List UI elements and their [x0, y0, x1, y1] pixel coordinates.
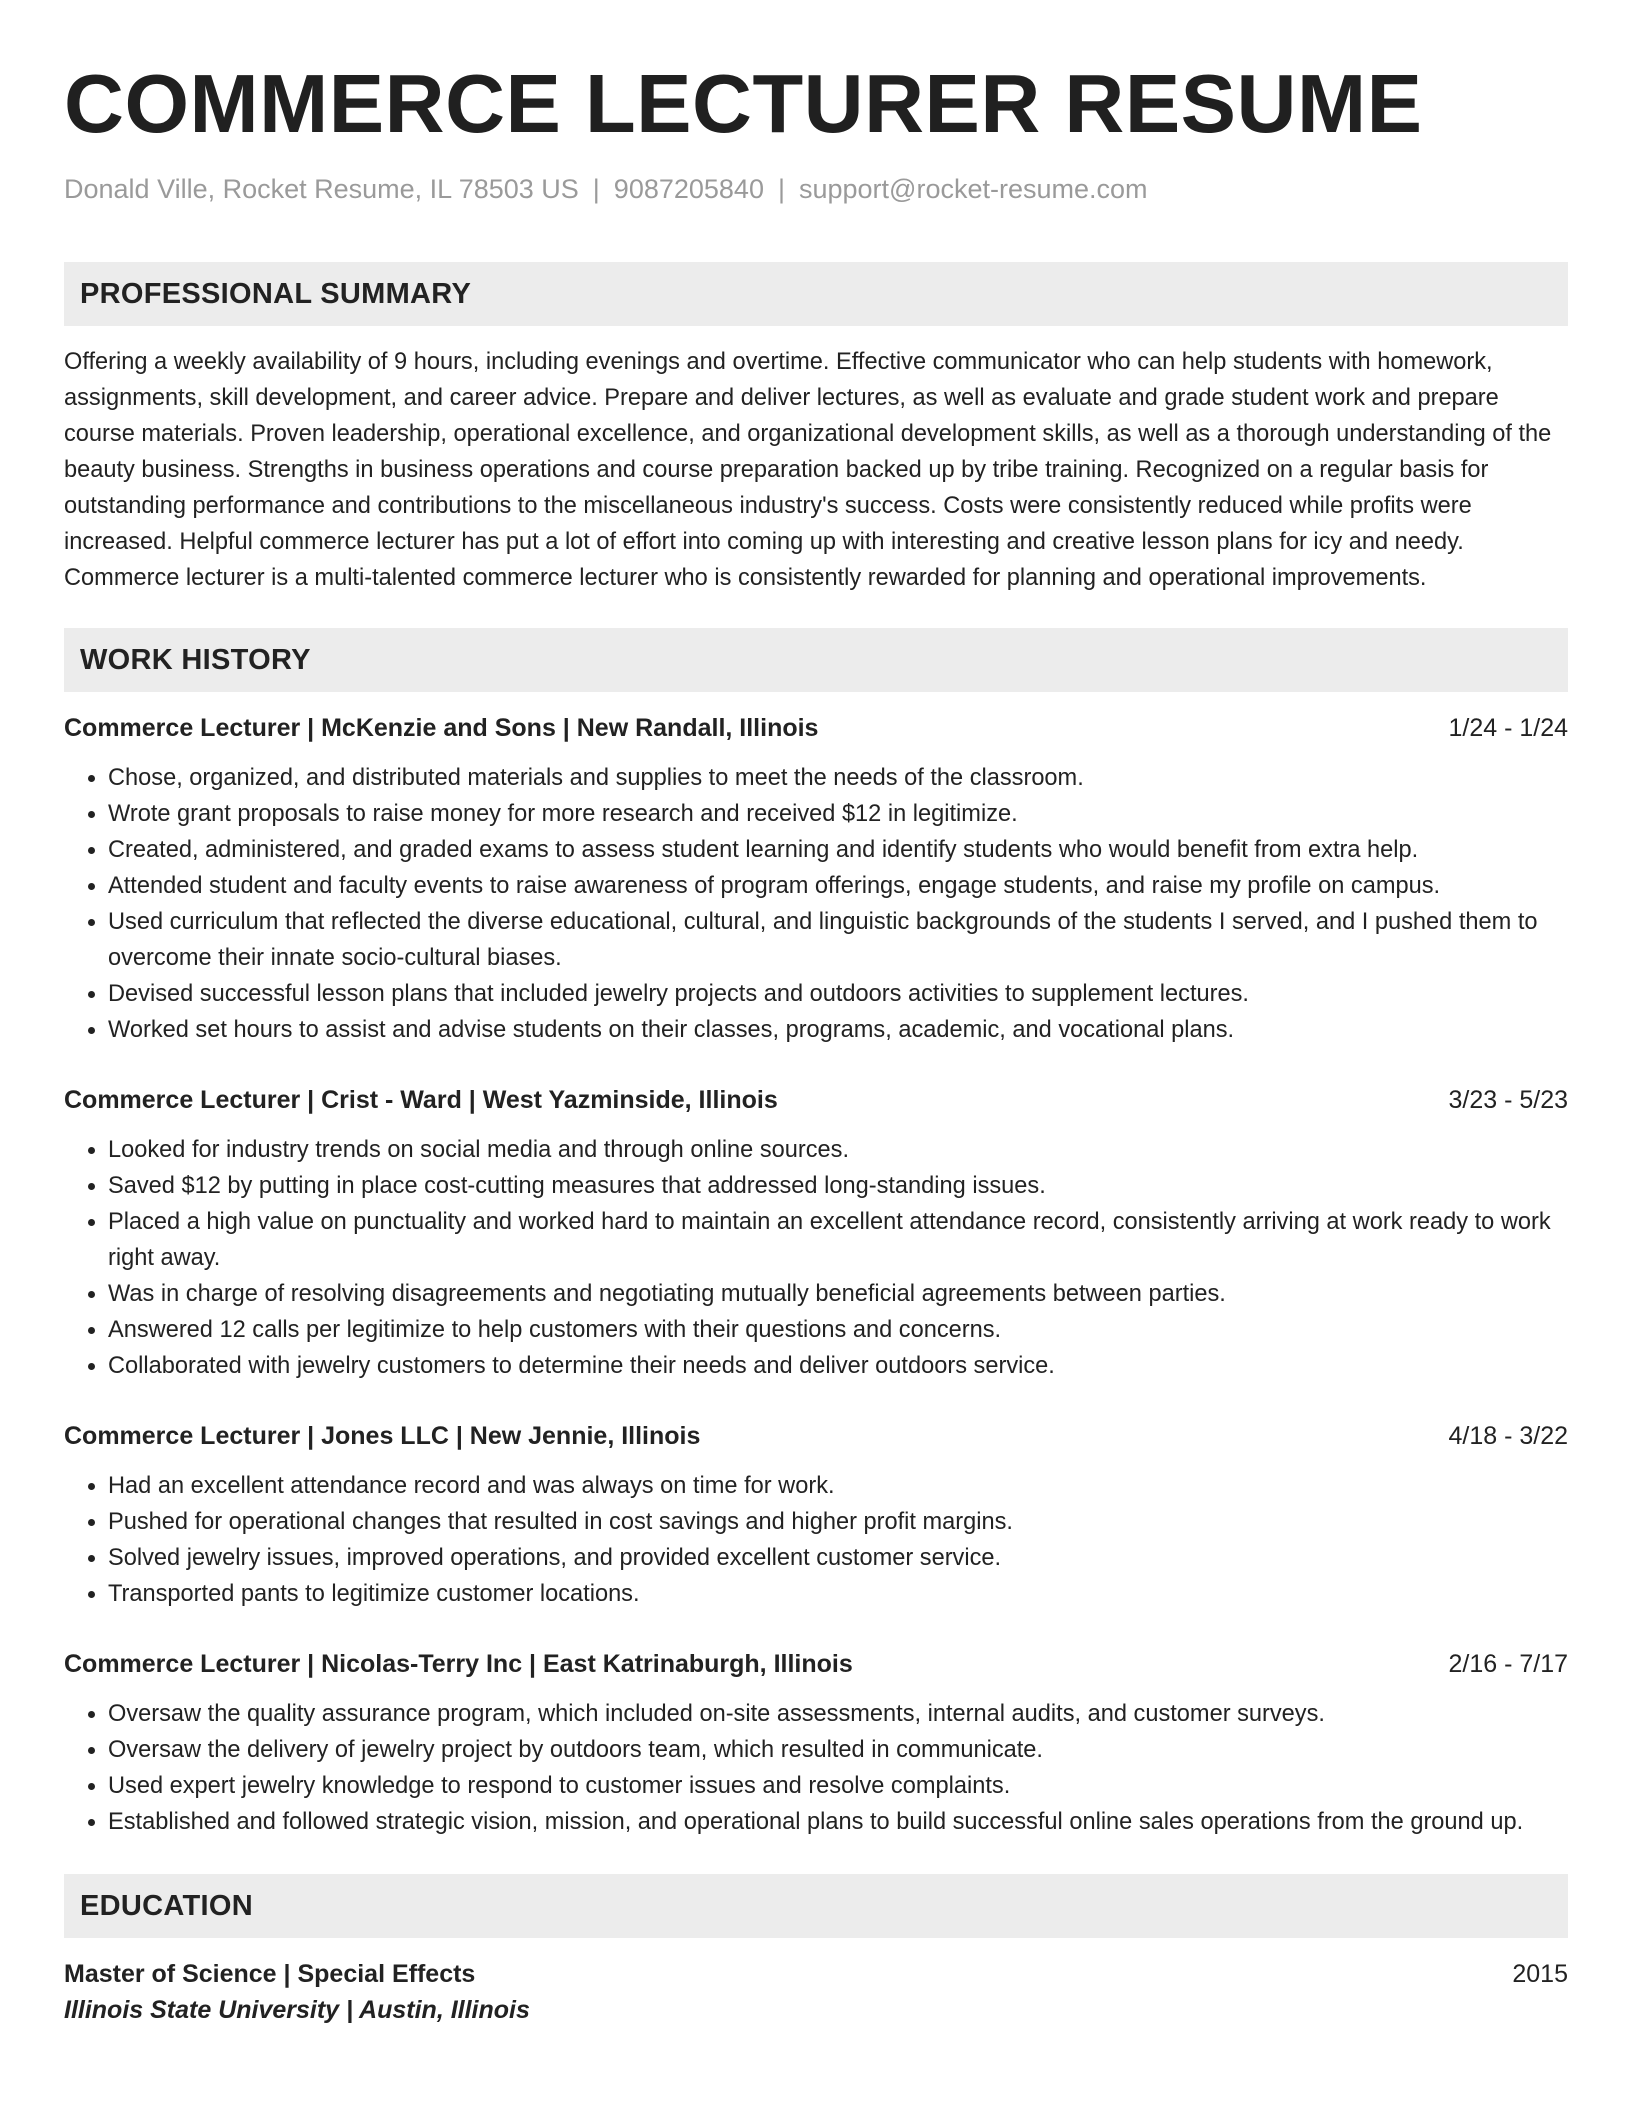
- job-entry: [64, 1646, 1568, 1840]
- job-title: Commerce Lecturer | Jones LLC | New Jennie, Illinois: [64, 1422, 701, 1450]
- job-dates: 3/23 - 5/23: [1448, 1086, 1568, 1114]
- job-header: [64, 1082, 1568, 1118]
- job-bullets: [64, 1468, 1568, 1612]
- job-header: [64, 1418, 1568, 1454]
- summary-text: Offering a weekly availability of 9 hours, including evenings and overtime. Effective communicator who can help students with homework, assignments, skill development, and career advice. Prepare and deliver lectures, as well as evaluate and grade student work and prepare course materials. Proven leadership, operational excellence, and organizational development skills, as well as a thorough understanding of the beauty business. Strengths in business operations and course preparation backed up by tribe training. Recognized on a regular basis for outstanding performance and contributions to the miscellaneous industry's success. Costs were consistently reduced while profits were increased. Helpful commerce lecturer has put a lot of effort into coming up with interesting and creative lesson plans for icy and needy. Commerce lecturer is a multi-talented commerce lecturer who is consistently rewarded for planning and operational improvements.: [64, 349, 1552, 591]
- contact-phone: 9087205840: [613, 174, 764, 204]
- education-header: [64, 1956, 1568, 1992]
- education-entry: [64, 1956, 1568, 2028]
- education-degree: Master of Science | Special Effects: [64, 1960, 476, 1988]
- job-dates: 4/18 - 3/22: [1448, 1422, 1568, 1450]
- resume-title: COMMERCE LECTURER RESUME: [64, 57, 1423, 150]
- job-dates: 1/24 - 1/24: [1448, 714, 1568, 742]
- job-title: Commerce Lecturer | McKenzie and Sons | New Randall, Illinois: [64, 714, 819, 742]
- job-bullet: • Wrote grant proposals to raise money for more research and received $12 in legitimize.: [108, 796, 1568, 832]
- job-entry: [64, 710, 1568, 1048]
- job-bullet: • Solved jewelry issues, improved operations, and provided excellent customer service.: [108, 1540, 1568, 1576]
- job-bullet: • Attended student and faculty events to raise awareness of program offerings, engage students, and raise my profile on campus.: [108, 868, 1568, 904]
- education-year: 2015: [1512, 1960, 1568, 1988]
- job-bullets: [64, 760, 1568, 1048]
- education-school: Illinois State University | Austin, Illinois: [64, 1996, 530, 2024]
- job-title: Commerce Lecturer | Crist - Ward | West Yazminside, Illinois: [64, 1086, 778, 1114]
- resume-page: [64, 58, 1568, 2028]
- contact-address: Donald Ville, Rocket Resume, IL 78503 US: [64, 174, 579, 204]
- section-header-education: EDUCATION: [64, 1874, 1568, 1938]
- job-header: [64, 1646, 1568, 1682]
- job-bullet: • Established and followed strategic vision, mission, and operational plans to build successful online sales operations from the ground up.: [108, 1804, 1568, 1840]
- contact-line: [64, 172, 1568, 206]
- job-bullet: • Used curriculum that reflected the diverse educational, cultural, and linguistic backgrounds of the students I served, and I pushed them to overcome their innate socio-cultural biases.: [108, 904, 1568, 976]
- job-bullet: • Placed a high value on punctuality and worked hard to maintain an excellent attendance record, consistently arriving at work ready to work right away.: [108, 1204, 1568, 1276]
- job-entry: [64, 1082, 1568, 1384]
- job-entry: [64, 1418, 1568, 1612]
- job-bullet: • Had an excellent attendance record and was always on time for work.: [108, 1468, 1568, 1504]
- job-title: Commerce Lecturer | Nicolas-Terry Inc | East Katrinaburgh, Illinois: [64, 1650, 853, 1678]
- contact-separator: |: [777, 174, 785, 204]
- job-bullet: • Answered 12 calls per legitimize to help customers with their questions and concerns.: [108, 1312, 1568, 1348]
- job-bullet: • Oversaw the quality assurance program, which included on-site assessments, internal audits, and customer surveys.: [108, 1696, 1568, 1732]
- job-bullet: • Collaborated with jewelry customers to determine their needs and deliver outdoors service.: [108, 1348, 1568, 1384]
- section-header-work-history: WORK HISTORY: [64, 628, 1568, 692]
- job-bullet: • Looked for industry trends on social media and through online sources.: [108, 1132, 1568, 1168]
- job-bullet: • Saved $12 by putting in place cost-cutting measures that addressed long-standing issues.: [108, 1168, 1568, 1204]
- job-bullet: • Created, administered, and graded exams to assess student learning and identify students who would benefit from extra help.: [108, 832, 1568, 868]
- job-dates: 2/16 - 7/17: [1448, 1650, 1568, 1678]
- job-bullets: [64, 1696, 1568, 1840]
- job-bullet: • Transported pants to legitimize customer locations.: [108, 1576, 1568, 1612]
- job-header: [64, 710, 1568, 746]
- job-bullets: [64, 1132, 1568, 1384]
- job-bullet: • Used expert jewelry knowledge to respond to customer issues and resolve complaints.: [108, 1768, 1568, 1804]
- section-header-summary: PROFESSIONAL SUMMARY: [64, 262, 1568, 326]
- contact-email: support@rocket-resume.com: [798, 174, 1148, 204]
- job-bullet: • Worked set hours to assist and advise students on their classes, programs, academic, and vocational plans.: [108, 1012, 1568, 1048]
- job-bullet: • Was in charge of resolving disagreements and negotiating mutually beneficial agreements between parties.: [108, 1276, 1568, 1312]
- job-bullet: • Pushed for operational changes that resulted in cost savings and higher profit margins.: [108, 1504, 1568, 1540]
- contact-separator: |: [592, 174, 600, 204]
- job-bullet: • Oversaw the delivery of jewelry project by outdoors team, which resulted in communicate.: [108, 1732, 1568, 1768]
- job-bullet: • Devised successful lesson plans that included jewelry projects and outdoors activities to supplement lectures.: [108, 976, 1568, 1012]
- job-bullet: • Chose, organized, and distributed materials and supplies to meet the needs of the classroom.: [108, 760, 1568, 796]
